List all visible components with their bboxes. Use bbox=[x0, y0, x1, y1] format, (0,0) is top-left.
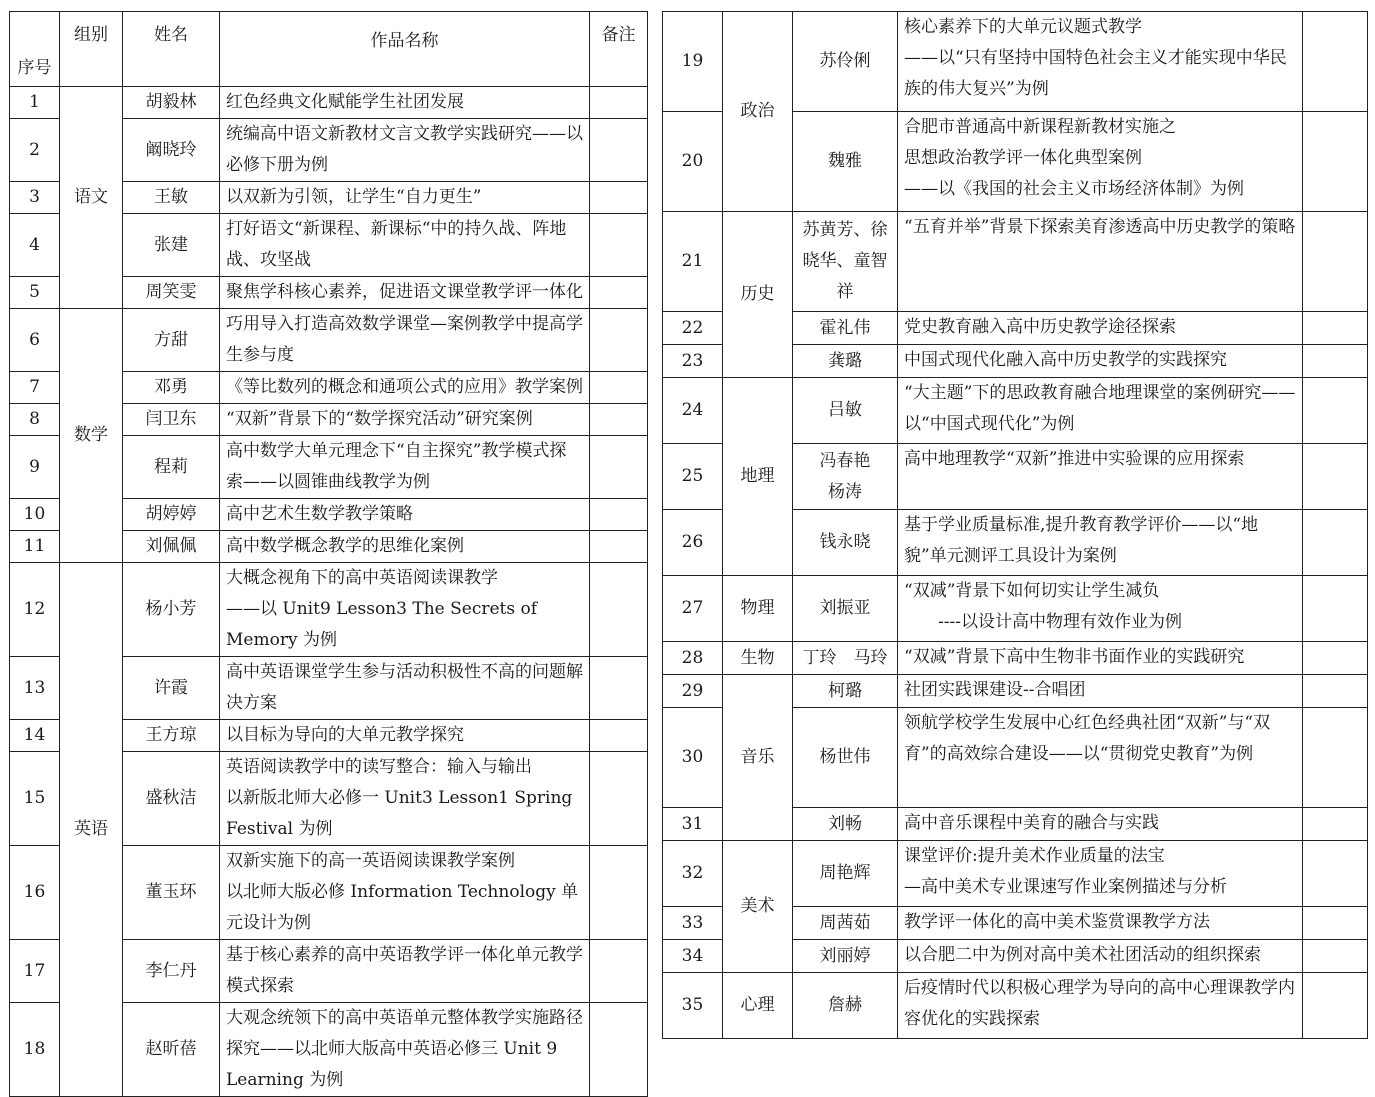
table-row bbox=[663, 378, 1368, 444]
row-name: 闫卫东 bbox=[123, 404, 220, 436]
row-title: 高中艺术生数学教学策略 bbox=[220, 499, 590, 531]
row-note bbox=[1303, 378, 1368, 444]
row-name: 张建 bbox=[123, 214, 220, 277]
row-name: 龚璐 bbox=[793, 345, 898, 378]
row-no: 32 bbox=[663, 841, 723, 907]
row-note bbox=[1303, 940, 1368, 973]
row-no: 24 bbox=[663, 378, 723, 444]
awards-table-right bbox=[662, 11, 1368, 1039]
row-name: 赵昕蓓 bbox=[123, 1003, 220, 1097]
row-title: 巧用导入打造高效数学课堂—案例教学中提高学生参与度 bbox=[220, 309, 590, 372]
row-name: 周茜茹 bbox=[793, 907, 898, 940]
row-name: 刘振亚 bbox=[793, 576, 898, 642]
row-no: 5 bbox=[10, 277, 60, 309]
table-row bbox=[10, 563, 648, 657]
row-no: 15 bbox=[10, 752, 60, 846]
row-no: 31 bbox=[663, 808, 723, 841]
row-name: 魏雅 bbox=[793, 112, 898, 212]
group-cell: 政治 bbox=[723, 12, 793, 212]
row-title: 红色经典文化赋能学生社团发展 bbox=[220, 87, 590, 119]
table-row bbox=[663, 212, 1368, 312]
row-no: 11 bbox=[10, 531, 60, 563]
row-name: 程莉 bbox=[123, 436, 220, 499]
row-note bbox=[590, 657, 648, 720]
row-no: 16 bbox=[10, 846, 60, 940]
row-title: 以目标为导向的大单元教学探究 bbox=[220, 720, 590, 752]
row-name: 方甜 bbox=[123, 309, 220, 372]
row-no: 8 bbox=[10, 404, 60, 436]
row-no: 17 bbox=[10, 940, 60, 1003]
table-row bbox=[663, 12, 1368, 112]
row-title: 英语阅读教学中的读写整合：输入与输出 以新版北师大必修一 Unit3 Lesson1 Spring Festival 为例 bbox=[220, 752, 590, 846]
row-note bbox=[1303, 444, 1368, 510]
header-name: 姓名 bbox=[123, 12, 220, 87]
row-name: 苏伶俐 bbox=[793, 12, 898, 112]
row-name: 丁玲 马玲 bbox=[793, 642, 898, 675]
row-name: 吕敏 bbox=[793, 378, 898, 444]
row-no: 7 bbox=[10, 372, 60, 404]
awards-table-left bbox=[9, 11, 648, 1097]
table-row bbox=[663, 973, 1368, 1039]
row-title: 核心素养下的大单元议题式教学 ——以“只有坚持中国特色社会主义才能实现中华民族的伟大复兴”为例 bbox=[898, 12, 1303, 112]
group-cell: 历史 bbox=[723, 212, 793, 378]
row-title: 高中数学大单元理念下“自主探究”教学模式探索——以圆锥曲线教学为例 bbox=[220, 436, 590, 499]
row-note bbox=[590, 277, 648, 309]
row-note bbox=[1303, 708, 1368, 808]
row-no: 25 bbox=[663, 444, 723, 510]
row-note bbox=[590, 499, 648, 531]
row-name: 刘佩佩 bbox=[123, 531, 220, 563]
row-no: 20 bbox=[663, 112, 723, 212]
row-name: 邓勇 bbox=[123, 372, 220, 404]
group-cell: 语文 bbox=[60, 87, 123, 309]
group-cell: 数学 bbox=[60, 309, 123, 563]
row-title: 课堂评价:提升美术作业质量的法宝 —高中美术专业课速写作业案例描述与分析 bbox=[898, 841, 1303, 907]
row-title: “五育并举”背景下探索美育渗透高中历史教学的策略 bbox=[898, 212, 1303, 312]
row-no: 21 bbox=[663, 212, 723, 312]
row-name: 詹赫 bbox=[793, 973, 898, 1039]
row-title: 党史教育融入高中历史教学途径探索 bbox=[898, 312, 1303, 345]
row-name: 刘畅 bbox=[793, 808, 898, 841]
row-title: 社团实践课建设--合唱团 bbox=[898, 675, 1303, 708]
group-cell: 音乐 bbox=[723, 675, 793, 841]
row-title: “双减”背景下高中生物非书面作业的实践研究 bbox=[898, 642, 1303, 675]
row-title: 中国式现代化融入高中历史教学的实践探究 bbox=[898, 345, 1303, 378]
group-cell: 地理 bbox=[723, 378, 793, 576]
row-no: 22 bbox=[663, 312, 723, 345]
row-note bbox=[590, 752, 648, 846]
row-note bbox=[590, 372, 648, 404]
row-no: 27 bbox=[663, 576, 723, 642]
row-title: 聚焦学科核心素养，促进语文课堂教学评一体化 bbox=[220, 277, 590, 309]
row-no: 12 bbox=[10, 563, 60, 657]
row-note bbox=[590, 531, 648, 563]
group-cell: 美术 bbox=[723, 841, 793, 973]
row-no: 4 bbox=[10, 214, 60, 277]
row-title: 打好语文“新课程、新课标“中的持久战、阵地战、攻坚战 bbox=[220, 214, 590, 277]
row-note bbox=[1303, 973, 1368, 1039]
row-title: 高中音乐课程中美育的融合与实践 bbox=[898, 808, 1303, 841]
row-note bbox=[590, 309, 648, 372]
row-no: 34 bbox=[663, 940, 723, 973]
row-name: 许霞 bbox=[123, 657, 220, 720]
row-name: 董玉环 bbox=[123, 846, 220, 940]
row-no: 6 bbox=[10, 309, 60, 372]
row-no: 26 bbox=[663, 510, 723, 576]
row-no: 1 bbox=[10, 87, 60, 119]
table-row bbox=[663, 576, 1368, 642]
row-note bbox=[1303, 907, 1368, 940]
row-no: 30 bbox=[663, 708, 723, 808]
row-title: 大概念视角下的高中英语阅读课教学 ——以 Unit9 Lesson3 The Secrets of Memory 为例 bbox=[220, 563, 590, 657]
row-name: 钱永晓 bbox=[793, 510, 898, 576]
row-title: 后疫情时代以积极心理学为导向的高中心理课教学内容优化的实践探索 bbox=[898, 973, 1303, 1039]
row-title: 高中英语课堂学生参与活动积极性不高的问题解决方案 bbox=[220, 657, 590, 720]
row-title: 大观念统领下的高中英语单元整体教学实施路径探究——以北师大版高中英语必修三 Unit 9 Learning 为例 bbox=[220, 1003, 590, 1097]
row-name: 杨世伟 bbox=[793, 708, 898, 808]
row-no: 2 bbox=[10, 119, 60, 182]
group-cell: 英语 bbox=[60, 563, 123, 1097]
row-title: “大主题”下的思政教育融合地理课堂的案例研究——以“中国式现代化”为例 bbox=[898, 378, 1303, 444]
row-title: 双新实施下的高一英语阅读课教学案例 以北师大版必修 Information Technology 单元设计为例 bbox=[220, 846, 590, 940]
row-title: 《等比数列的概念和通项公式的应用》教学案例 bbox=[220, 372, 590, 404]
row-note bbox=[1303, 808, 1368, 841]
row-name: 胡婷婷 bbox=[123, 499, 220, 531]
row-note bbox=[1303, 576, 1368, 642]
header-title: 作品名称 bbox=[220, 12, 590, 87]
row-name: 胡毅林 bbox=[123, 87, 220, 119]
row-note bbox=[1303, 212, 1368, 312]
row-title: 统编高中语文新教材文言文教学实践研究——以必修下册为例 bbox=[220, 119, 590, 182]
row-name: 盛秋洁 bbox=[123, 752, 220, 846]
header-note: 备注 bbox=[590, 12, 648, 87]
row-name: 周笑雯 bbox=[123, 277, 220, 309]
row-title: 基于核心素养的高中英语教学评一体化单元教学模式探索 bbox=[220, 940, 590, 1003]
row-no: 29 bbox=[663, 675, 723, 708]
row-note bbox=[1303, 312, 1368, 345]
row-name: 周艳辉 bbox=[793, 841, 898, 907]
row-note bbox=[1303, 510, 1368, 576]
row-title: 教学评一体化的高中美术鉴赏课教学方法 bbox=[898, 907, 1303, 940]
row-no: 28 bbox=[663, 642, 723, 675]
row-note bbox=[590, 1003, 648, 1097]
row-name: 阚晓玲 bbox=[123, 119, 220, 182]
row-name: 杨小芳 bbox=[123, 563, 220, 657]
table-row bbox=[10, 87, 648, 119]
table-row bbox=[663, 675, 1368, 708]
row-name: 霍礼伟 bbox=[793, 312, 898, 345]
row-name: 李仁丹 bbox=[123, 940, 220, 1003]
row-title: “双新”背景下的“数学探究活动”研究案例 bbox=[220, 404, 590, 436]
row-note bbox=[590, 182, 648, 214]
row-title: 领航学校学生发展中心红色经典社团“双新”与“双育”的高效综合建设——以“贯彻党史教育”为例 bbox=[898, 708, 1303, 808]
group-cell: 心理 bbox=[723, 973, 793, 1039]
row-title: 基于学业质量标准,提升教育教学评价——以“地貌”单元测评工具设计为案例 bbox=[898, 510, 1303, 576]
row-note bbox=[590, 119, 648, 182]
row-name: 刘丽婷 bbox=[793, 940, 898, 973]
row-title: 高中数学概念教学的思维化案例 bbox=[220, 531, 590, 563]
row-title: 高中地理教学“双新”推进中实验课的应用探索 bbox=[898, 444, 1303, 510]
row-note bbox=[1303, 642, 1368, 675]
table-row bbox=[663, 841, 1368, 907]
row-name: 王方琼 bbox=[123, 720, 220, 752]
row-name: 柯璐 bbox=[793, 675, 898, 708]
row-note bbox=[1303, 112, 1368, 212]
row-note bbox=[590, 563, 648, 657]
row-note bbox=[590, 404, 648, 436]
row-note bbox=[590, 436, 648, 499]
header-no: 序号 bbox=[10, 12, 60, 87]
row-note bbox=[590, 940, 648, 1003]
row-name: 苏黄芳、徐晓华、童智祥 bbox=[793, 212, 898, 312]
row-note bbox=[1303, 12, 1368, 112]
row-no: 10 bbox=[10, 499, 60, 531]
row-no: 18 bbox=[10, 1003, 60, 1097]
row-no: 14 bbox=[10, 720, 60, 752]
header-group: 组别 bbox=[60, 12, 123, 87]
table-row bbox=[663, 642, 1368, 675]
row-no: 19 bbox=[663, 12, 723, 112]
table-row bbox=[10, 309, 648, 372]
row-no: 13 bbox=[10, 657, 60, 720]
row-title: 以合肥二中为例对高中美术社团活动的组织探索 bbox=[898, 940, 1303, 973]
row-note bbox=[1303, 345, 1368, 378]
row-no: 35 bbox=[663, 973, 723, 1039]
row-note bbox=[590, 846, 648, 940]
row-title: 合肥市普通高中新课程新教材实施之 思想政治教学评一体化典型案例 ——以《我国的社会主义市场经济体制》为例 bbox=[898, 112, 1303, 212]
group-cell: 生物 bbox=[723, 642, 793, 675]
row-note bbox=[1303, 841, 1368, 907]
row-title: “双减”背景下如何切实让学生减负 ----以设计高中物理有效作业为例 bbox=[898, 576, 1303, 642]
row-note bbox=[590, 214, 648, 277]
row-note bbox=[590, 87, 648, 119]
row-title: 以双新为引领，让学生“自力更生” bbox=[220, 182, 590, 214]
row-note bbox=[1303, 675, 1368, 708]
row-no: 33 bbox=[663, 907, 723, 940]
row-no: 3 bbox=[10, 182, 60, 214]
row-name: 王敏 bbox=[123, 182, 220, 214]
row-no: 23 bbox=[663, 345, 723, 378]
row-note bbox=[590, 720, 648, 752]
group-cell: 物理 bbox=[723, 576, 793, 642]
row-name: 冯春艳 杨涛 bbox=[793, 444, 898, 510]
row-no: 9 bbox=[10, 436, 60, 499]
